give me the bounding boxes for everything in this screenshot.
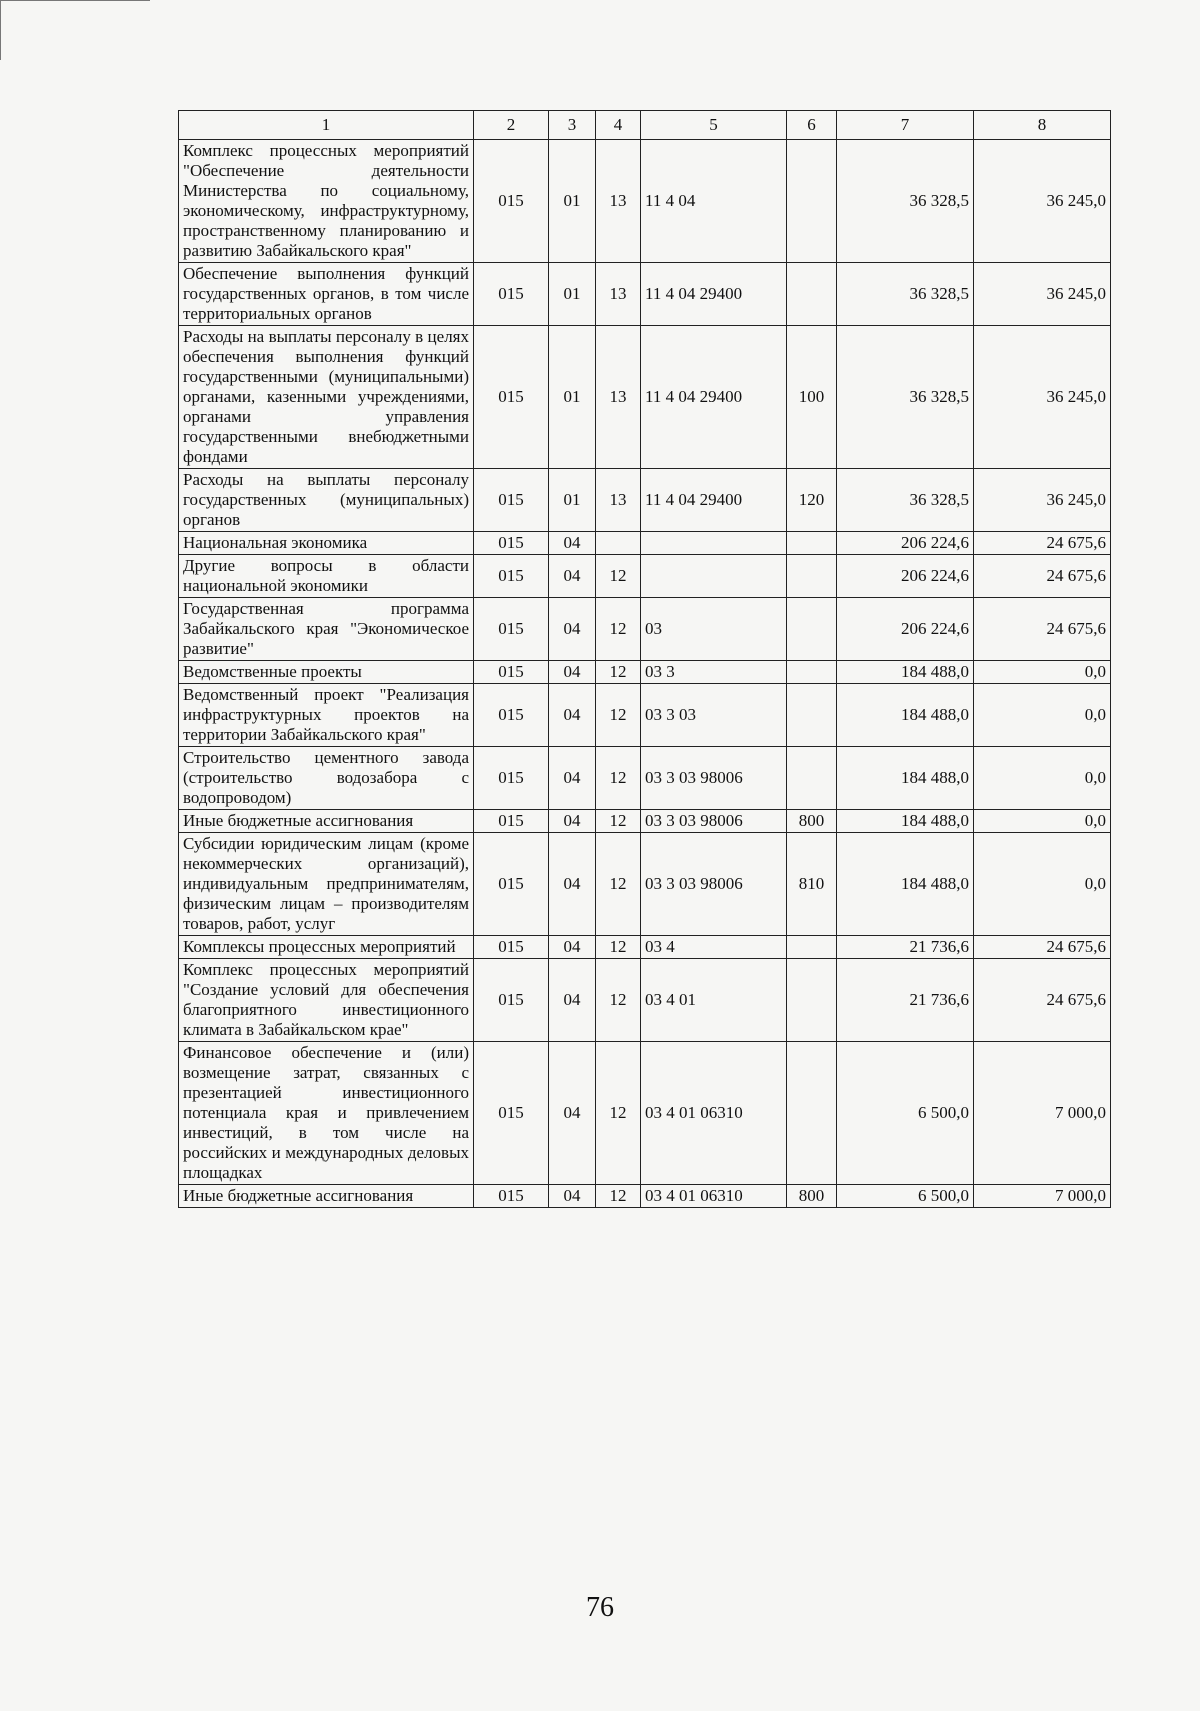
row-name: Ведомственные проекты	[179, 661, 474, 684]
amount-year-2: 0,0	[974, 661, 1111, 684]
code-expense-type	[787, 661, 837, 684]
code-subsection: 13	[596, 140, 641, 263]
amount-year-2: 7 000,0	[974, 1042, 1111, 1185]
code-expense-type	[787, 747, 837, 810]
code-ministry: 015	[474, 833, 549, 936]
header-cell: 1	[179, 111, 474, 140]
row-name: Национальная экономика	[179, 532, 474, 555]
amount-year-1: 21 736,6	[837, 936, 974, 959]
table-row	[179, 661, 1111, 684]
table-row	[179, 326, 1111, 469]
code-target-article	[641, 555, 787, 598]
amount-year-2: 24 675,6	[974, 936, 1111, 959]
code-section: 04	[549, 684, 596, 747]
code-expense-type	[787, 959, 837, 1042]
code-section: 04	[549, 810, 596, 833]
table-row	[179, 747, 1111, 810]
code-expense-type	[787, 598, 837, 661]
code-subsection: 12	[596, 810, 641, 833]
code-expense-type: 800	[787, 810, 837, 833]
amount-year-1: 36 328,5	[837, 469, 974, 532]
amount-year-1: 206 224,6	[837, 555, 974, 598]
code-section: 04	[549, 747, 596, 810]
amount-year-1: 184 488,0	[837, 747, 974, 810]
code-expense-type: 120	[787, 469, 837, 532]
table-row	[179, 555, 1111, 598]
code-expense-type: 810	[787, 833, 837, 936]
code-target-article: 03 4 01	[641, 959, 787, 1042]
table-row	[179, 936, 1111, 959]
amount-year-2: 0,0	[974, 810, 1111, 833]
code-target-article: 03 3 03 98006	[641, 833, 787, 936]
table-row	[179, 959, 1111, 1042]
code-subsection	[596, 532, 641, 555]
code-target-article: 03 4	[641, 936, 787, 959]
code-target-article: 03 3 03 98006	[641, 810, 787, 833]
amount-year-2: 24 675,6	[974, 959, 1111, 1042]
code-subsection: 12	[596, 833, 641, 936]
amount-year-1: 184 488,0	[837, 833, 974, 936]
code-subsection: 13	[596, 326, 641, 469]
row-name: Другие вопросы в области национальной экономики	[179, 555, 474, 598]
header-cell: 4	[596, 111, 641, 140]
code-expense-type	[787, 1042, 837, 1185]
code-subsection: 12	[596, 555, 641, 598]
amount-year-1: 36 328,5	[837, 140, 974, 263]
code-target-article: 03 4 01 06310	[641, 1042, 787, 1185]
amount-year-2: 0,0	[974, 747, 1111, 810]
code-subsection: 13	[596, 469, 641, 532]
table-row	[179, 532, 1111, 555]
table-row	[179, 140, 1111, 263]
code-target-article: 11 4 04 29400	[641, 469, 787, 532]
code-subsection: 12	[596, 936, 641, 959]
code-ministry: 015	[474, 326, 549, 469]
code-section: 01	[549, 469, 596, 532]
amount-year-1: 36 328,5	[837, 326, 974, 469]
code-subsection: 12	[596, 661, 641, 684]
code-subsection: 12	[596, 1185, 641, 1208]
row-name: Расходы на выплаты персоналу государственных (муниципальных) органов	[179, 469, 474, 532]
code-section: 04	[549, 555, 596, 598]
row-name: Ведомственный проект "Реализация инфраструктурных проектов на территории Забайкальского края"	[179, 684, 474, 747]
header-cell: 8	[974, 111, 1111, 140]
code-target-article: 11 4 04	[641, 140, 787, 263]
code-expense-type	[787, 936, 837, 959]
code-section: 04	[549, 1042, 596, 1185]
row-name: Государственная программа Забайкальского края "Экономическое развитие"	[179, 598, 474, 661]
table-row	[179, 1185, 1111, 1208]
amount-year-2: 36 245,0	[974, 140, 1111, 263]
row-name: Комплекс процессных мероприятий "Создание условий для обеспечения благоприятного инвестиционного климата в Забайкальском крае"	[179, 959, 474, 1042]
page-number: 76	[586, 1592, 614, 1623]
row-name: Комплексы процессных мероприятий	[179, 936, 474, 959]
amount-year-2: 0,0	[974, 684, 1111, 747]
header-cell: 5	[641, 111, 787, 140]
code-expense-type	[787, 263, 837, 326]
amount-year-2: 36 245,0	[974, 326, 1111, 469]
scan-artifact-left	[0, 0, 1, 60]
code-ministry: 015	[474, 140, 549, 263]
header-cell: 3	[549, 111, 596, 140]
amount-year-2: 24 675,6	[974, 555, 1111, 598]
budget-table	[178, 110, 1111, 1208]
code-ministry: 015	[474, 1185, 549, 1208]
code-target-article	[641, 532, 787, 555]
amount-year-1: 36 328,5	[837, 263, 974, 326]
code-section: 04	[549, 661, 596, 684]
code-ministry: 015	[474, 684, 549, 747]
amount-year-1: 21 736,6	[837, 959, 974, 1042]
code-expense-type	[787, 532, 837, 555]
code-target-article: 03 4 01 06310	[641, 1185, 787, 1208]
table-row	[179, 833, 1111, 936]
header-cell: 7	[837, 111, 974, 140]
code-ministry: 015	[474, 555, 549, 598]
code-section: 04	[549, 959, 596, 1042]
code-ministry: 015	[474, 598, 549, 661]
row-name: Иные бюджетные ассигнования	[179, 810, 474, 833]
code-section: 04	[549, 833, 596, 936]
code-ministry: 015	[474, 469, 549, 532]
code-target-article: 03 3 03 98006	[641, 747, 787, 810]
code-section: 01	[549, 263, 596, 326]
scan-artifact-top	[0, 0, 150, 1]
row-name: Иные бюджетные ассигнования	[179, 1185, 474, 1208]
code-ministry: 015	[474, 747, 549, 810]
code-section: 04	[549, 532, 596, 555]
amount-year-1: 206 224,6	[837, 532, 974, 555]
code-section: 01	[549, 326, 596, 469]
code-target-article: 11 4 04 29400	[641, 263, 787, 326]
code-section: 04	[549, 598, 596, 661]
table-row	[179, 598, 1111, 661]
amount-year-1: 6 500,0	[837, 1185, 974, 1208]
amount-year-2: 0,0	[974, 833, 1111, 936]
amount-year-2: 24 675,6	[974, 598, 1111, 661]
amount-year-1: 6 500,0	[837, 1042, 974, 1185]
amount-year-1: 184 488,0	[837, 661, 974, 684]
amount-year-2: 24 675,6	[974, 532, 1111, 555]
code-ministry: 015	[474, 661, 549, 684]
amount-year-1: 184 488,0	[837, 810, 974, 833]
code-expense-type: 100	[787, 326, 837, 469]
code-ministry: 015	[474, 263, 549, 326]
row-name: Расходы на выплаты персоналу в целях обеспечения выполнения функций государственными (муниципальными) органами, казенными учреждениями, органами управления государственными внебюджетными фондами	[179, 326, 474, 469]
code-target-article: 03 3 03	[641, 684, 787, 747]
table-row	[179, 1042, 1111, 1185]
code-subsection: 13	[596, 263, 641, 326]
header-cell: 6	[787, 111, 837, 140]
code-subsection: 12	[596, 684, 641, 747]
code-target-article: 03 3	[641, 661, 787, 684]
amount-year-2: 7 000,0	[974, 1185, 1111, 1208]
table-row	[179, 684, 1111, 747]
row-name: Обеспечение выполнения функций государственных органов, в том числе территориальных органов	[179, 263, 474, 326]
amount-year-1: 206 224,6	[837, 598, 974, 661]
table-row	[179, 263, 1111, 326]
code-ministry: 015	[474, 1042, 549, 1185]
code-target-article: 03	[641, 598, 787, 661]
header-row	[179, 111, 1111, 140]
amount-year-2: 36 245,0	[974, 469, 1111, 532]
code-expense-type	[787, 555, 837, 598]
code-section: 04	[549, 1185, 596, 1208]
code-target-article: 11 4 04 29400	[641, 326, 787, 469]
code-subsection: 12	[596, 747, 641, 810]
code-ministry: 015	[474, 810, 549, 833]
row-name: Субсидии юридическим лицам (кроме некоммерческих организаций), индивидуальным предпринимателям, физическим лицам – производителям товаров, работ, услуг	[179, 833, 474, 936]
table-row	[179, 810, 1111, 833]
code-expense-type: 800	[787, 1185, 837, 1208]
code-section: 01	[549, 140, 596, 263]
row-name: Финансовое обеспечение и (или) возмещение затрат, связанных с презентацией инвестиционного потенциала края и привлечением инвестиций, в том числе на российских и международных деловых площадках	[179, 1042, 474, 1185]
row-name: Комплекс процессных мероприятий "Обеспечение деятельности Министерства по социальному, экономическому, инфраструктурному, пространственному планированию и развитию Забайкальского края"	[179, 140, 474, 263]
amount-year-2: 36 245,0	[974, 263, 1111, 326]
table-row	[179, 469, 1111, 532]
row-name: Строительство цементного завода (строительство водозабора с водопроводом)	[179, 747, 474, 810]
code-subsection: 12	[596, 1042, 641, 1185]
code-ministry: 015	[474, 936, 549, 959]
code-ministry: 015	[474, 532, 549, 555]
code-expense-type	[787, 140, 837, 263]
amount-year-1: 184 488,0	[837, 684, 974, 747]
code-subsection: 12	[596, 598, 641, 661]
code-subsection: 12	[596, 959, 641, 1042]
code-expense-type	[787, 684, 837, 747]
code-section: 04	[549, 936, 596, 959]
header-cell: 2	[474, 111, 549, 140]
code-ministry: 015	[474, 959, 549, 1042]
